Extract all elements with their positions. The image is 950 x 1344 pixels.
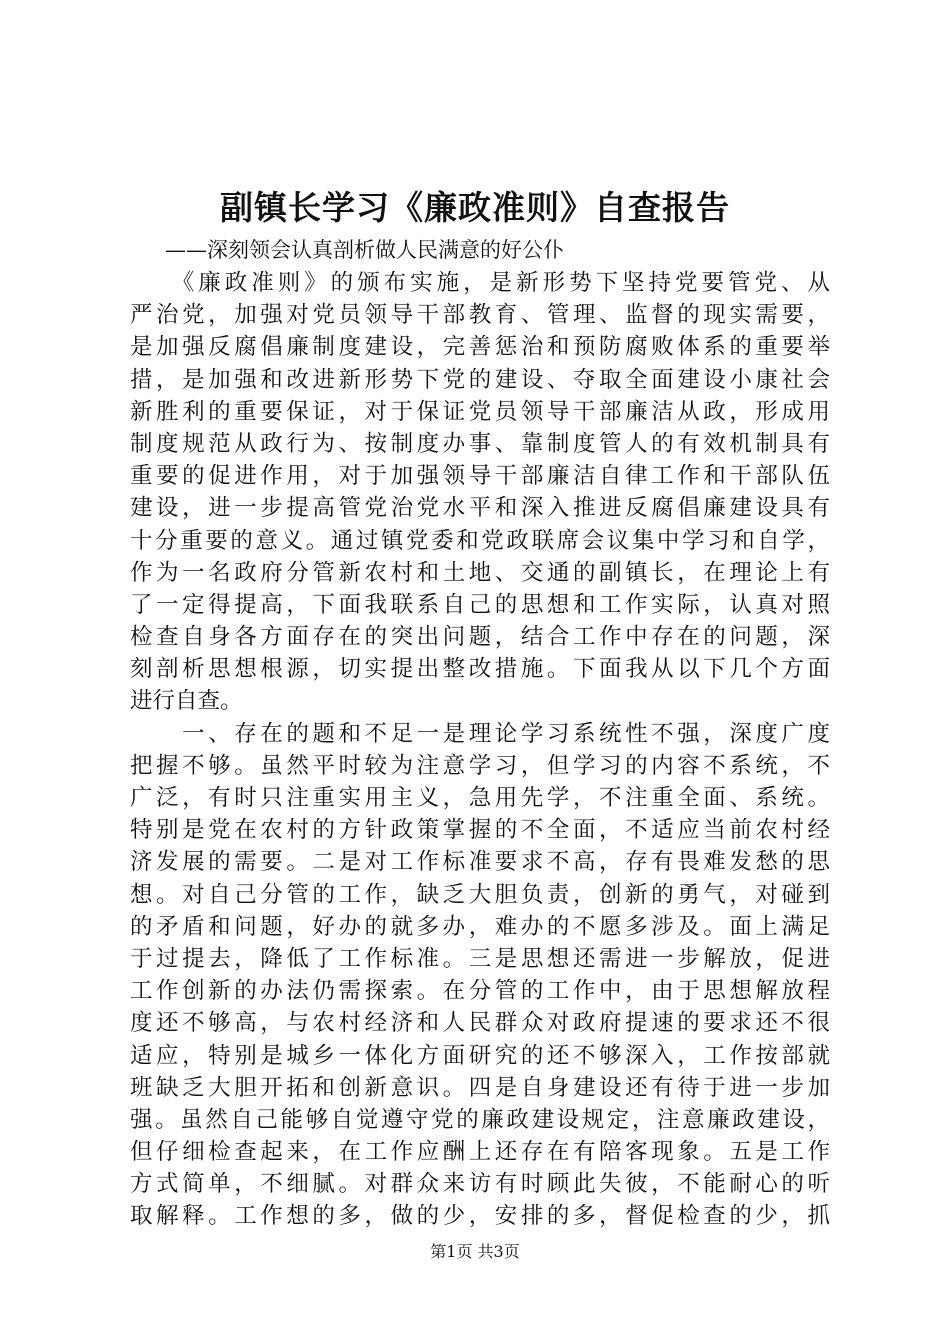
- text-line: 班缺乏大胆开拓和创新意识。四是自身建设还有待于进一步加: [130, 1074, 830, 1101]
- text-line: 的矛盾和问题，好办的就多办，难办的不愿多涉及。面上满足: [130, 913, 830, 940]
- document-title: 副镇长学习《廉政准则》自查报告: [220, 188, 730, 227]
- document-subtitle: ——深刻领会认真剖析做人民满意的好公仆: [165, 238, 564, 262]
- text-line: 把握不够。虽然平时较为注意学习，但学习的内容不系统，不: [130, 752, 830, 779]
- text-line: 作为一名政府分管新农村和土地、交通的副镇长，在理论上有: [130, 559, 830, 586]
- text-line: 但仔细检查起来，在工作应酬上还存在有陪客现象。五是工作: [130, 1139, 830, 1166]
- text-line: 广泛，有时只注重实用主义，急用先学，不注重全面、系统。: [130, 785, 830, 811]
- text-line: 适应，特别是城乡一体化方面研究的还不够深入，工作按部就: [130, 1042, 830, 1069]
- text-line: 特别是党在农村的方针政策掌握的不全面，不适应当前农村经: [130, 817, 830, 844]
- text-line: 工作创新的办法仍需探索。在分管的工作中，由于思想解放程: [130, 978, 830, 1005]
- text-line: 一、存在的题和不足一是理论学习系统性不强，深度广度: [130, 720, 830, 747]
- text-line: 济发展的需要。二是对工作标准要求不高，存有畏难发愁的思: [130, 849, 830, 876]
- text-line: 进行自查。: [130, 688, 243, 715]
- text-line: 方式简单，不细腻。对群众来访有时顾此失彼，不能耐心的听: [130, 1171, 830, 1198]
- text-line: 建设，进一步提高管党治党水平和深入推进反腐倡廉建设具有: [130, 495, 830, 522]
- text-line: 度还不够高，与农村经济和人民群众对政府提速的要求还不很: [130, 1010, 830, 1037]
- text-line: 措，是加强和改进新形势下党的建设、夺取全面建设小康社会: [130, 366, 830, 393]
- text-line: 制度规范从政行为、按制度办事、靠制度管人的有效机制具有: [130, 430, 830, 457]
- text-line: 强。虽然自己能够自觉遵守党的廉政建设规定，注意廉政建设，: [130, 1106, 830, 1133]
- text-line: 于过提去，降低了工作标准。三是思想还需进一步解放，促进: [130, 945, 830, 972]
- page-footer: 第1页 共3页: [430, 1242, 520, 1261]
- text-line: 检查自身各方面存在的突出问题，结合工作中存在的问题，深: [130, 624, 830, 651]
- text-line: 新胜利的重要保证，对于保证党员领导干部廉洁从政，形成用: [130, 398, 830, 425]
- text-line: 重要的促进作用，对于加强领导干部廉洁自律工作和干部队伍: [130, 463, 830, 490]
- text-line: 想。对自己分管的工作，缺乏大胆负责，创新的勇气，对碰到: [130, 881, 830, 908]
- text-line: 是加强反腐倡廉制度建设，完善惩治和预防腐败体系的重要举: [130, 334, 830, 361]
- text-line: 刻剖析思想根源，切实提出整改措施。下面我从以下几个方面: [130, 656, 830, 683]
- text-line: 了一定得提高，下面我联系自己的思想和工作实际，认真对照: [130, 591, 830, 618]
- text-line: 取解释。工作想的多，做的少，安排的多，督促检查的少，抓: [130, 1203, 830, 1230]
- body-text: [130, 267, 830, 1233]
- text-line: 十分重要的意义。通过镇党委和党政联席会议集中学习和自学，: [130, 527, 830, 554]
- text-line: 严治党，加强对党员领导干部教育、管理、监督的现实需要，: [130, 302, 830, 329]
- text-line: 《廉政准则》的颁布实施，是新形势下坚持党要管党、从: [130, 270, 830, 296]
